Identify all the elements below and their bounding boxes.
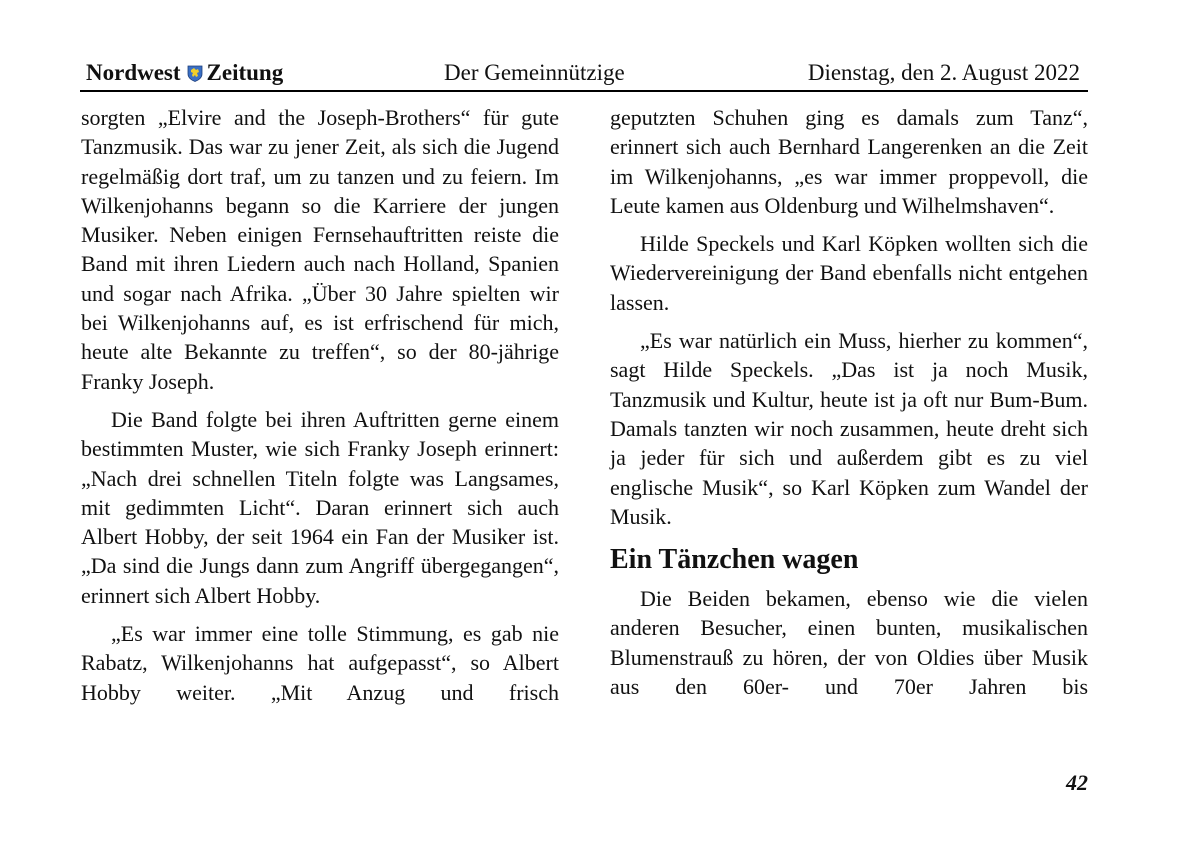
paragraph: „Es war immer eine tolle Stimmung, es gab nie Rabatz, Wilkenjohanns hat aufgepasst“, so Albert Hobby weiter. „Mit Anzug und frisch bbox=[81, 621, 559, 705]
left-column bbox=[81, 103, 559, 716]
paragraph: „Es war natürlich ein Muss, hierher zu kommen“, sagt Hilde Speckels. „Das ist ja noch Musik, Tanzmusik und Kultur, heute ist ja oft nur Bum-Bum. Damals tanzten wir noch zusammen, heute dreht sich ja jeder für sich und außerdem gibt es zu viel englische Musik“, so Karl Köpken zum Wandel der Musik. bbox=[610, 328, 1088, 529]
header-rule bbox=[80, 90, 1088, 92]
page-header bbox=[82, 58, 1088, 88]
brand-name-part1: Nordwest bbox=[86, 60, 181, 85]
paragraph: Hilde Speckels und Karl Köpken wollten sich die Wiedervereinigung der Band ebenfalls nicht entgehen lassen. bbox=[610, 231, 1088, 315]
section-name: Der Gemeinnützige bbox=[444, 60, 625, 85]
subheading: Ein Tänzchen wagen bbox=[610, 544, 859, 576]
right-column bbox=[610, 103, 1088, 710]
brand-name-part2: Zeitung bbox=[206, 60, 284, 85]
issue-date: Dienstag, den 2. August 2022 bbox=[807, 60, 1080, 85]
coat-of-arms-icon bbox=[187, 60, 203, 77]
paragraph: geputzten Schuhen ging es damals zum Tanz“, erinnert sich auch Bernhard Langerenken an die Zeit im Wilkenjohanns, „es war immer proppevoll, die Leute kamen aus Oldenburg und Wilhelmshaven“. bbox=[610, 105, 1088, 218]
newspaper-brand bbox=[86, 58, 283, 88]
page-number: 42 bbox=[1066, 770, 1088, 795]
paragraph: sorgten „Elvire and the Joseph-Brothers“ für gute Tanzmusik. Das war zu jener Zeit, als sich die Jugend regelmäßig dort traf, um zu tanzen und zu feiern. Im Wilkenjohanns begann so die Karriere der jungen Musiker. Neben einigen Fernsehauftritten reiste die Band mit ihren Liedern auch nach Holland, Spanien und sogar nach Afrika. „Über 30 Jahre spielten wir bei Wilkenjohanns auf, es ist erfrischend für mich, heute alte Bekannte zu treffen“, so der 80-jährige Franky Joseph. bbox=[81, 105, 559, 394]
paragraph: Die Beiden bekamen, ebenso wie die vielen anderen Besucher, einen bunten, musikalischen Blumenstrauß zu hören, der von Oldies über Musik aus den 60er- und 70er Jahren bis bbox=[610, 586, 1088, 700]
paragraph: Die Band folgte bei ihren Auftritten gerne einem bestimmten Muster, wie sich Franky Joseph erinnert: „Nach drei schnellen Titeln folgte was Langsames, mit gedimmten Licht“. Daran erinnert sich auch Albert Hobby, der seit 1964 ein Fan der Musiker ist. „Da sind die Jungs dann zum Angriff übergegangen“, erinnert sich Albert Hobby. bbox=[81, 406, 559, 608]
